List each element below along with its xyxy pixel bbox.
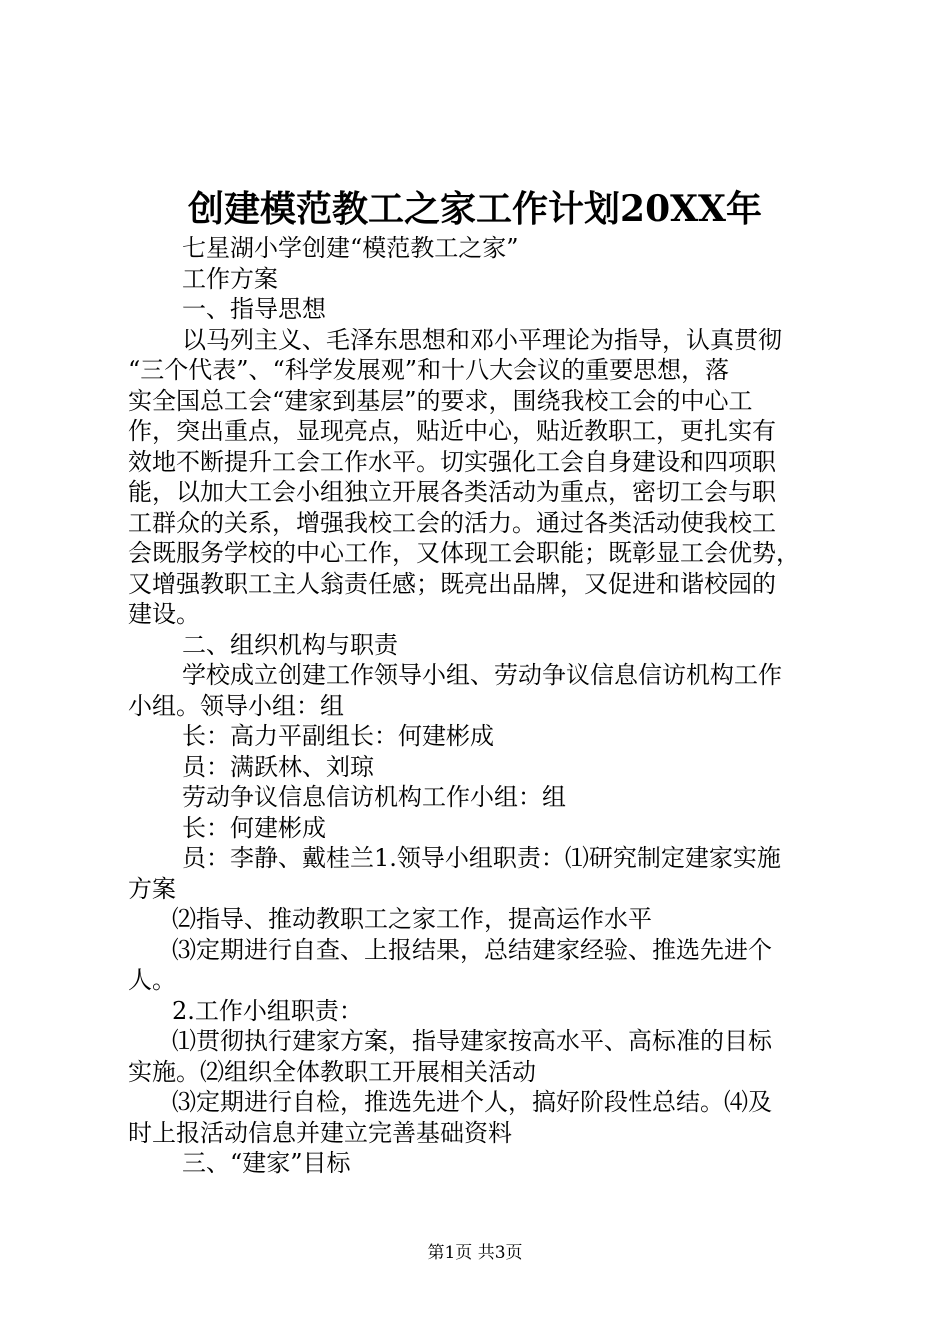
paragraph-line: 工群众的关系，增强我校工会的活力。通过各类活动使我校工 xyxy=(128,508,776,537)
list-item: 2.工作小组职责： xyxy=(172,996,363,1025)
paragraph-line: 实施。⑵组织全体教职工开展相关活动 xyxy=(128,1057,536,1086)
paragraph-line: 以马列主义、毛泽东思想和邓小平理论为指导，认真贯彻 xyxy=(182,325,782,354)
paragraph-line: 建设。 xyxy=(128,600,200,628)
document-title: 创建模范教工之家工作计划20XX年 xyxy=(188,188,762,230)
paragraph-line: 长：何建彬成 xyxy=(182,813,326,842)
section-heading: 二、组织机构与职责 xyxy=(182,630,398,659)
paragraph-line: 员：李静、戴桂兰1.领导小组职责：⑴研究制定建家实施 xyxy=(182,844,781,872)
paragraph-line: 学校成立创建工作领导小组、劳动争议信息信访机构工作 xyxy=(182,661,782,689)
list-item: ⑵指导、推动教职工之家工作，提高运作水平 xyxy=(172,905,652,933)
paragraph-line: 长：高力平副组长：何建彬成 xyxy=(182,722,494,750)
paragraph-line: 能，以加大工会小组独立开展各类活动为重点，密切工会与职 xyxy=(128,478,776,506)
page-footer: 第1页 共3页 xyxy=(427,1243,523,1263)
paragraph-line: 方案 xyxy=(128,874,176,903)
paragraph-line: 人。 xyxy=(128,966,176,994)
section-heading: 三、“建家”目标 xyxy=(182,1149,351,1177)
paragraph-line: “三个代表”、“科学发展观”和十八大会议的重要思想，落 xyxy=(128,356,730,384)
list-item: ⑶定期进行自检，推选先进个人，搞好阶段性总结。⑷及 xyxy=(172,1088,772,1116)
paragraph-line: 七星湖小学创建“模范教工之家” xyxy=(182,234,519,262)
paragraph-line: 劳动争议信息信访机构工作小组：组 xyxy=(182,783,566,811)
paragraph-line: 效地不断提升工会工作水平。切实强化工会自身建设和四项职 xyxy=(128,447,776,476)
paragraph-line: 工作方案 xyxy=(182,264,278,293)
paragraph-line: 又增强教职工主人翁责任感；既亮出品牌，又促进和谐校园的 xyxy=(128,569,776,598)
paragraph-line: 员：满跃林、刘琼 xyxy=(182,752,374,781)
list-item: ⑶定期进行自查、上报结果，总结建家经验、推选先进个 xyxy=(172,935,772,964)
paragraph-line: 作，突出重点，显现亮点，贴近中心，贴近教职工，更扎实有 xyxy=(128,417,776,445)
document-body xyxy=(128,233,834,1179)
list-item: ⑴贯彻执行建家方案，指导建家按高水平、高标准的目标 xyxy=(172,1027,772,1055)
paragraph-line: 时上报活动信息并建立完善基础资料 xyxy=(128,1118,512,1147)
paragraph-line: 小组。领导小组：组 xyxy=(128,691,344,720)
paragraph-line: 实全国总工会“建家到基层”的要求，围绕我校工会的中心工 xyxy=(128,386,753,415)
paragraph-line: 会既服务学校的中心工作，又体现工会职能；既彰显工会优势， xyxy=(128,539,800,567)
section-heading: 一、指导思想 xyxy=(182,295,326,323)
